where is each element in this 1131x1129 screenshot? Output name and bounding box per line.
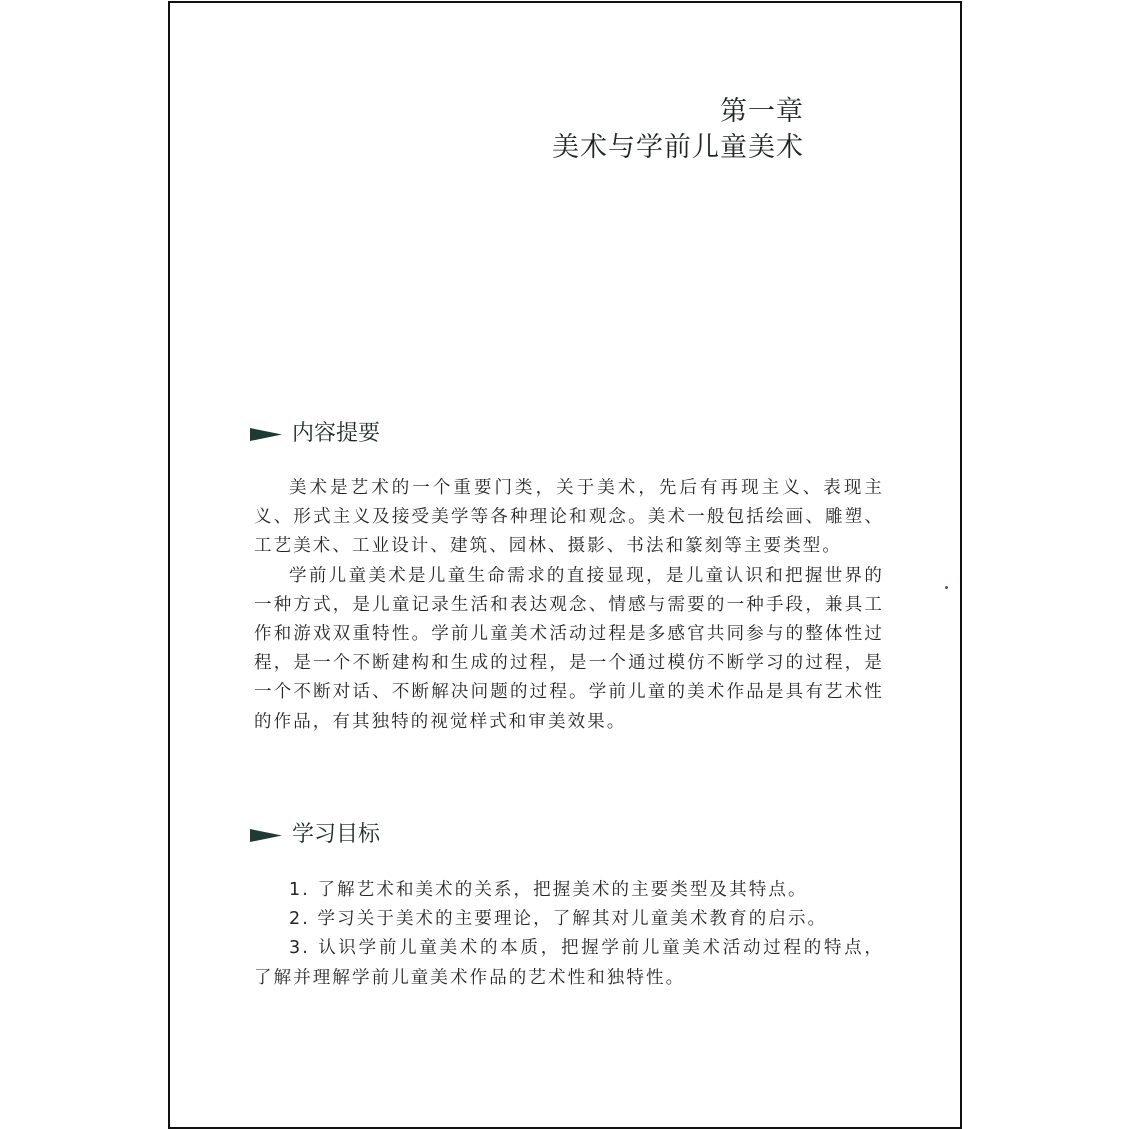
summary-body [254,474,884,737]
goal-item: 3. 认识学前儿童美术的本质，把握学前儿童美术活动过程的特点，了解并理解学前儿童美术作品的艺术性和独特性。 [254,938,884,988]
goal-item: 1. 了解艺术和美术的关系，把握美术的主要类型及其特点。 [289,880,808,900]
chapter-title: 美术与学前儿童美术 [552,132,804,163]
summary-heading [250,419,380,449]
summary-paragraph: 学前儿童美术是儿童生命需求的直接显现，是儿童认识和把握世界的一种方式，是儿童记录生活和表达观念、情感与需要的一种手段，兼具工作和游戏双重特性。学前儿童美术活动过程是多感官共同参与的整体性过程，是一个不断建构和生成的过程，是一个通过模仿不断学习的过程，是一个不断对话、不断解决问题的过程。学前儿童的美术作品是具有艺术性的作品，有其独特的视觉样式和审美效果。 [254,565,884,732]
summary-paragraph: 美术是艺术的一个重要门类，关于美术，先后有再现主义、表现主义、形式主义及接受美学等各种理论和观念。美术一般包括绘画、雕塑、工艺美术、工业设计、建筑、园林、摄影、书法和篆刻等主要类型。 [254,478,884,557]
book-page [168,1,962,1129]
arrow-pointer-icon [250,829,282,842]
summary-heading-label: 内容提要 [292,421,381,446]
chapter-number: 第一章 [720,96,804,127]
print-speck [945,586,948,589]
goals-list [254,876,884,993]
goals-heading [250,820,380,850]
goal-item: 2. 学习关于美术的主要理论，了解其对儿童美术教育的启示。 [289,909,828,930]
arrow-pointer-icon [250,428,282,441]
goals-heading-label: 学习目标 [292,822,381,847]
